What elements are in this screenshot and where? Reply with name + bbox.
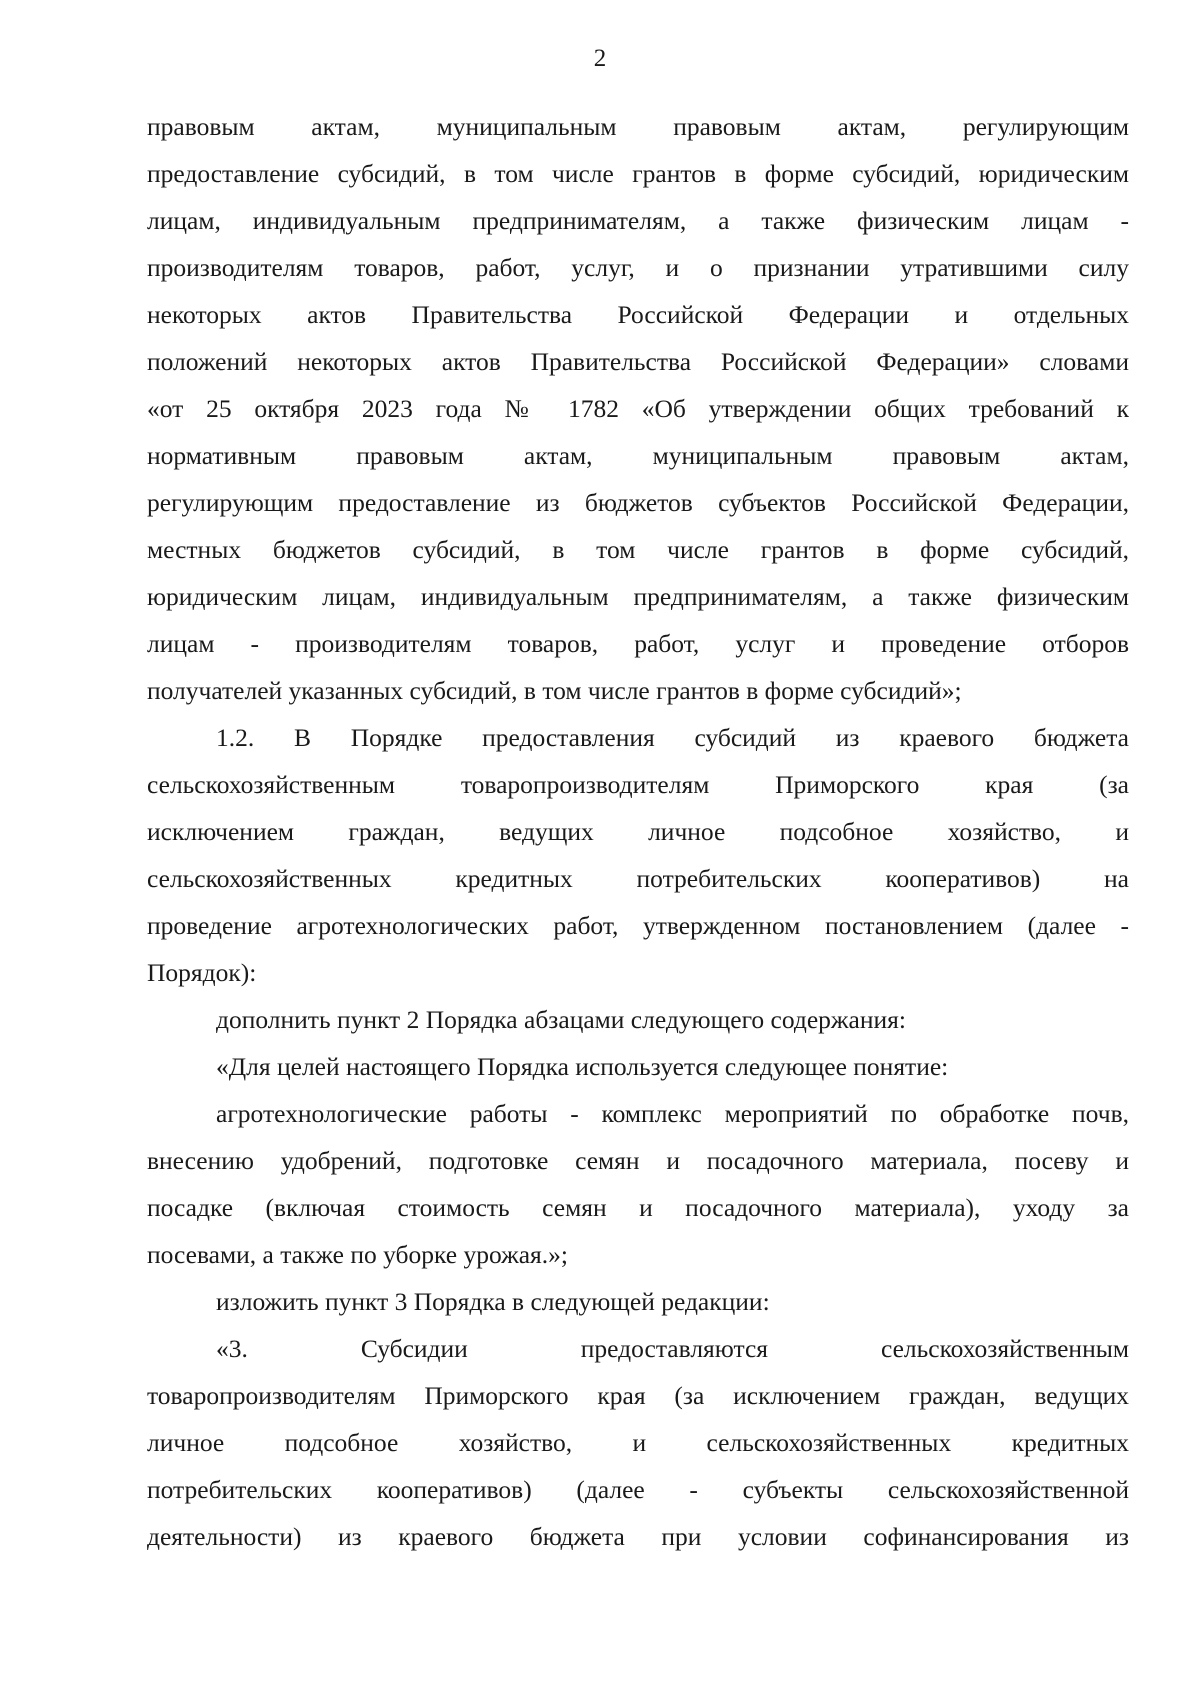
- text-line: посевами, а также по уборке урожая.»;: [147, 1240, 568, 1269]
- text-line: 1.2. В Порядке предоставления субсидий из краевого бюджета: [216, 723, 1129, 752]
- text-line: агротехнологические работы - комплекс мероприятий по обработке почв,: [216, 1099, 1129, 1128]
- text-line: «3. Субсидии предоставляются сельскохозяйственным: [216, 1334, 1129, 1363]
- page-number: 2: [593, 45, 607, 72]
- text-line: получателей указанных субсидий, в том числе грантов в форме субсидий»;: [147, 676, 962, 705]
- text-line: Порядок):: [147, 958, 257, 987]
- text-line: потребительских кооперативов) (далее - субъекты сельскохозяйственной: [147, 1475, 1129, 1504]
- text-line: правовым актам, муниципальным правовым актам, регулирующим: [147, 112, 1129, 141]
- text-line: внесению удобрений, подготовке семян и посадочного материала, посеву и: [147, 1146, 1129, 1175]
- text-line: регулирующим предоставление из бюджетов субъектов Российской Федерации,: [147, 488, 1129, 517]
- text-line: «от 25 октября 2023 года № 1782 «Об утверждении общих требований к: [147, 394, 1129, 423]
- text-line: личное подсобное хозяйство, и сельскохозяйственных кредитных: [147, 1428, 1129, 1457]
- text-line: дополнить пункт 2 Порядка абзацами следующего содержания:: [216, 1005, 906, 1034]
- text-line: сельскохозяйственным товаропроизводителям Приморского края (за: [147, 770, 1129, 799]
- text-line: изложить пункт 3 Порядка в следующей редакции:: [216, 1287, 770, 1316]
- text-line: нормативным правовым актам, муниципальным правовым актам,: [147, 441, 1129, 470]
- text-line: сельскохозяйственных кредитных потребительских кооперативов) на: [147, 864, 1129, 893]
- text-line: лицам, индивидуальным предпринимателям, а также физическим лицам -: [147, 206, 1129, 235]
- text-line: положений некоторых актов Правительства Российской Федерации» словами: [147, 347, 1129, 376]
- text-line: лицам - производителям товаров, работ, услуг и проведение отборов: [147, 629, 1129, 658]
- text-line: производителям товаров, работ, услуг, и о признании утратившими силу: [147, 253, 1129, 282]
- text-line: проведение агротехнологических работ, утвержденном постановлением (далее -: [147, 911, 1129, 940]
- text-line: «Для целей настоящего Порядка используется следующее понятие:: [216, 1052, 949, 1081]
- text-line: некоторых актов Правительства Российской Федерации и отдельных: [147, 300, 1129, 329]
- text-line: деятельности) из краевого бюджета при условии софинансирования из: [147, 1522, 1129, 1551]
- text-line: товаропроизводителям Приморского края (за исключением граждан, ведущих: [147, 1381, 1129, 1410]
- text-line: исключением граждан, ведущих личное подсобное хозяйство, и: [147, 817, 1129, 846]
- text-line: юридическим лицам, индивидуальным предпринимателям, а также физическим: [147, 582, 1129, 611]
- text-line: предоставление субсидий, в том числе грантов в форме субсидий, юридическим: [147, 159, 1129, 188]
- text-line: местных бюджетов субсидий, в том числе грантов в форме субсидий,: [147, 535, 1129, 564]
- document-body: [147, 103, 1129, 1560]
- text-line: посадке (включая стоимость семян и посадочного материала), уходу за: [147, 1193, 1129, 1222]
